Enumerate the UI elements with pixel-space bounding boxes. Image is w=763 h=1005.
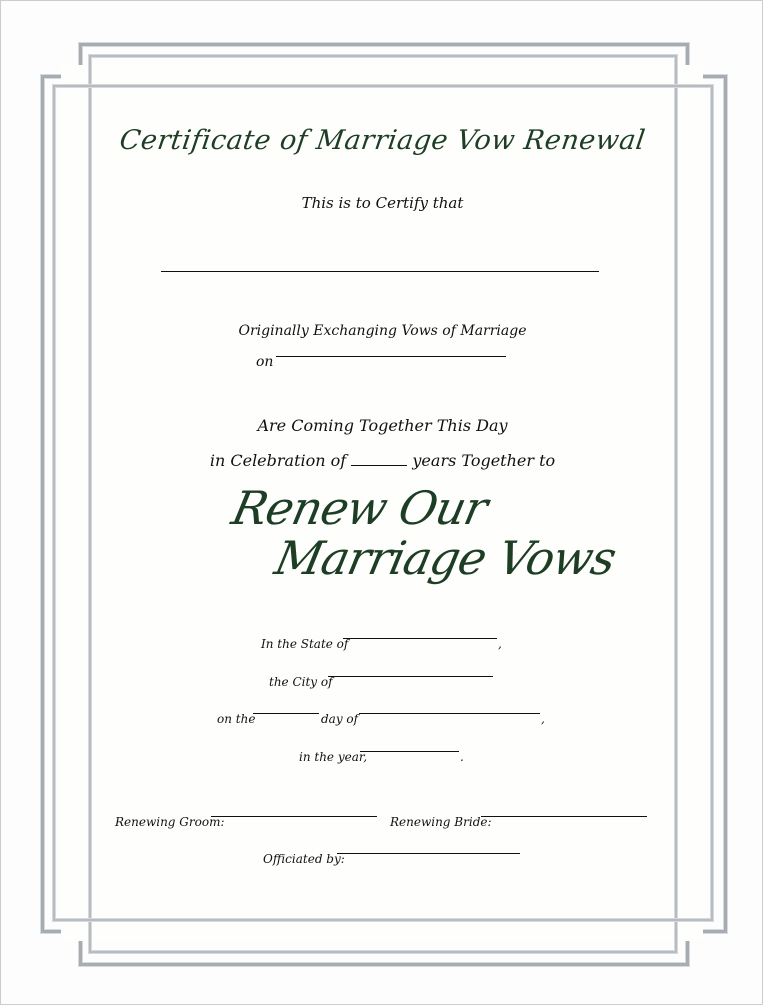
renew-line-2: Marriage Vows [270, 531, 621, 585]
bride-label: Renewing Bride: [390, 815, 492, 829]
groom-label: Renewing Groom: [115, 815, 225, 829]
originally-text: Originally Exchanging Vows of Marriage [238, 323, 527, 339]
couple-names-line[interactable] [161, 271, 599, 272]
city-line[interactable] [328, 676, 493, 677]
state-comma: , [498, 637, 502, 651]
state-line[interactable] [343, 638, 497, 639]
original-date-line[interactable] [276, 356, 506, 357]
coming-together-text: Are Coming Together This Day [257, 416, 508, 435]
month-line[interactable] [359, 713, 540, 714]
officiant-label: Officiated by: [263, 852, 345, 866]
on-label: on [256, 354, 274, 370]
certificate-title: Certificate of Marriage Vow Renewal [117, 125, 648, 156]
year-label: in the year, [299, 750, 368, 764]
groom-signature-line[interactable] [211, 816, 377, 817]
certify-text: This is to Certify that [301, 194, 464, 212]
state-label: In the State of [261, 637, 349, 651]
month-comma: , [541, 712, 545, 726]
city-label: the City of [269, 675, 333, 689]
day-of-label: day of [321, 712, 359, 726]
celebration-prefix: in Celebration of [209, 451, 347, 470]
day-line[interactable] [253, 713, 319, 714]
year-period: . [460, 750, 464, 764]
officiant-signature-line[interactable] [337, 853, 520, 854]
celebration-suffix: years Together to [412, 451, 556, 470]
on-the-label: on the [217, 712, 256, 726]
renew-line-1: Renew Our [227, 481, 492, 535]
years-line[interactable] [351, 453, 407, 466]
year-line[interactable] [360, 751, 459, 752]
bride-signature-line[interactable] [481, 816, 647, 817]
celebration-text [1, 451, 763, 470]
